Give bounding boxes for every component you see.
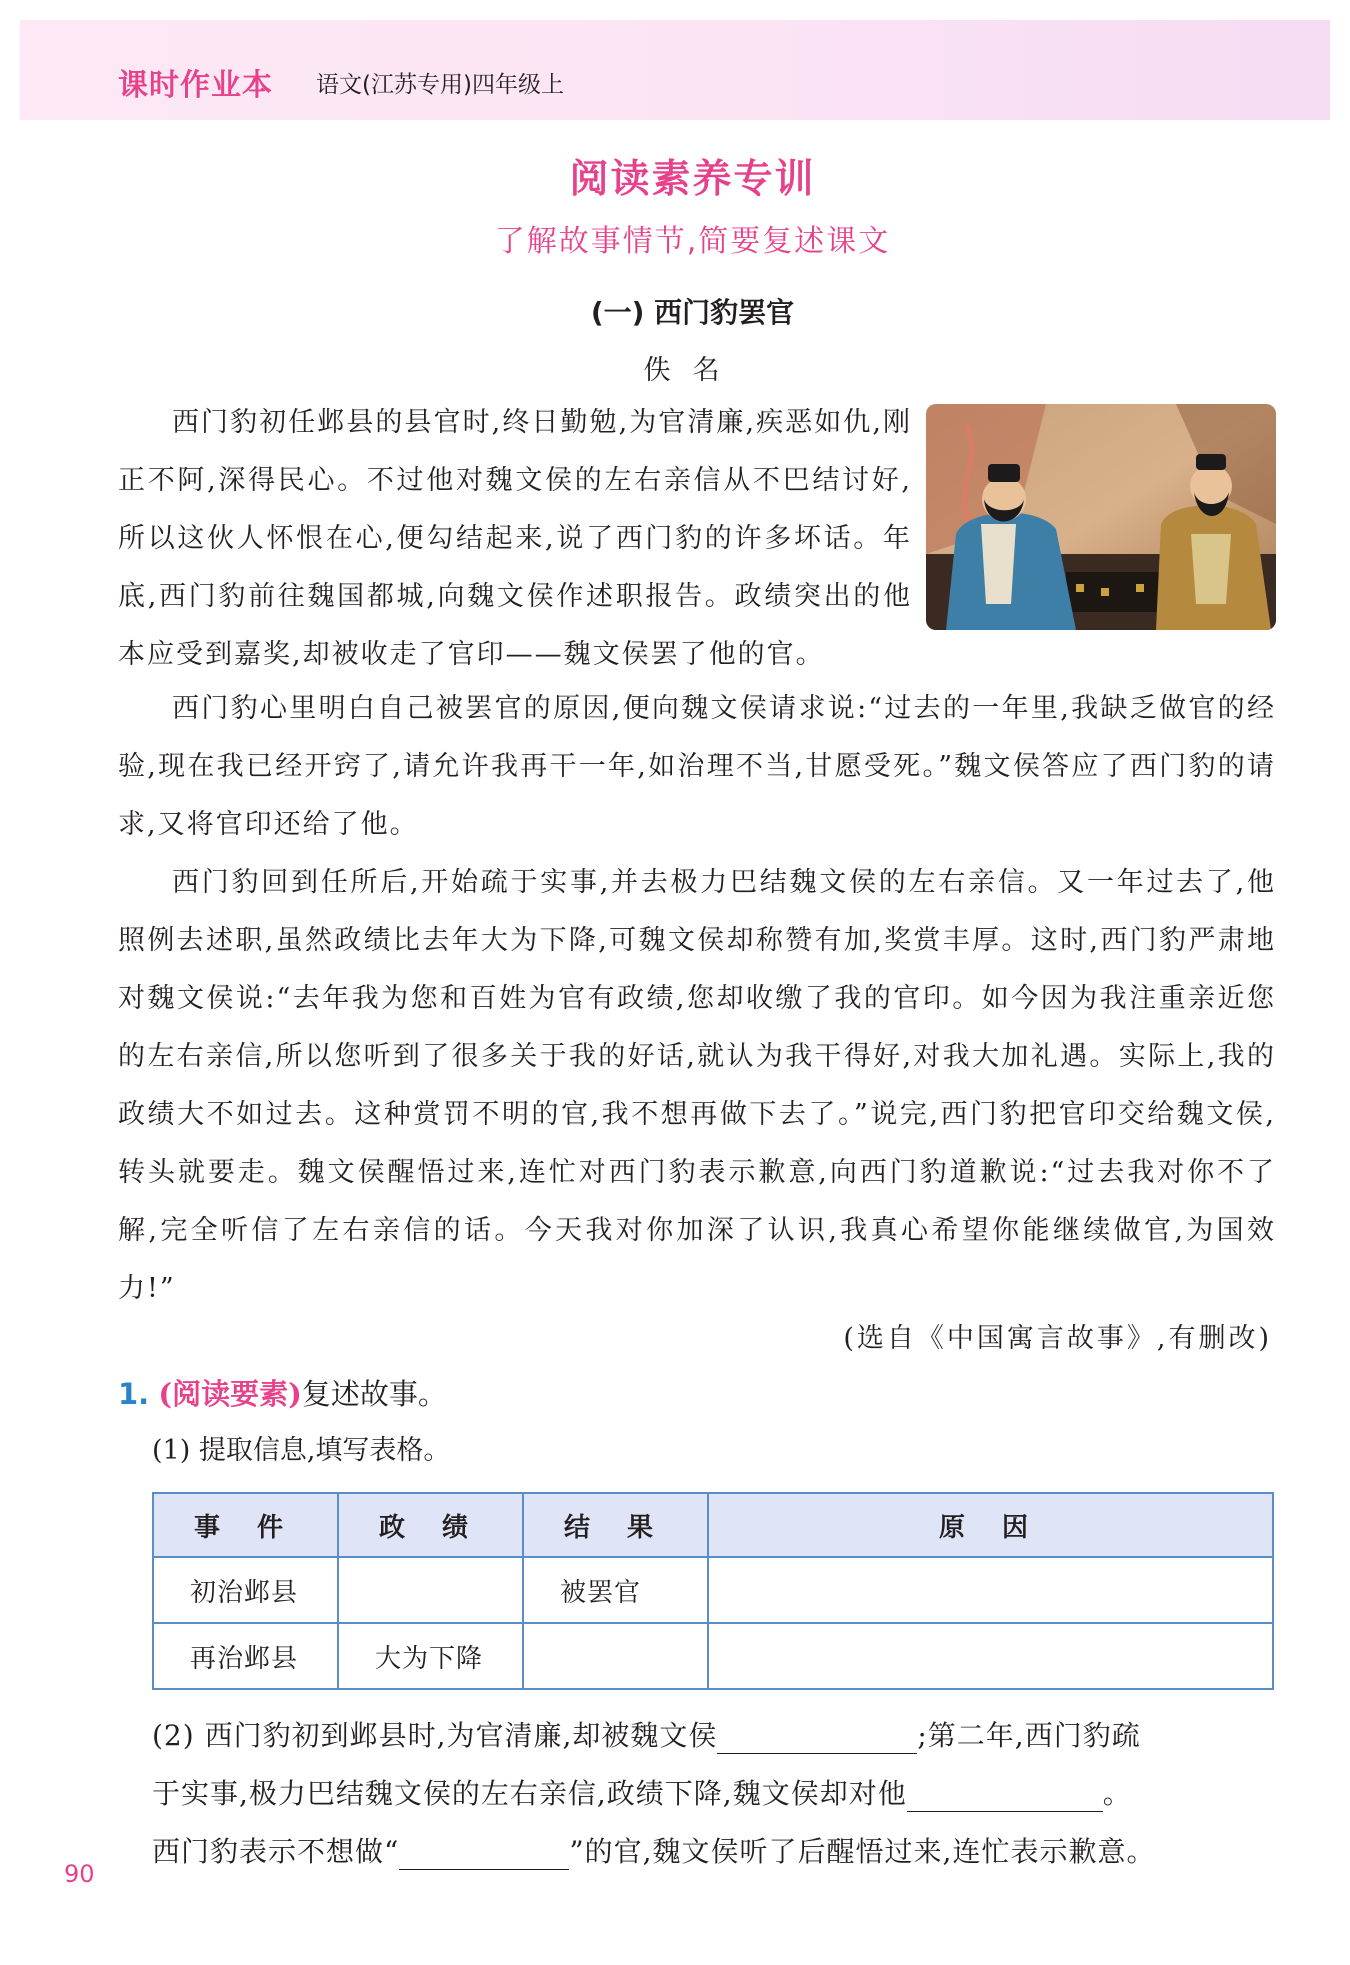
illustration — [926, 404, 1276, 636]
question-sub-2-line-1 — [152, 1714, 1141, 1754]
illustration-image — [926, 404, 1276, 630]
table-cell: 大为下降 — [338, 1623, 523, 1689]
table-cell: 再治邺县 — [153, 1623, 338, 1689]
answer-cell[interactable] — [708, 1557, 1273, 1623]
question-sub-2-line-3 — [152, 1830, 1155, 1870]
sub2-text: ”的官,魏文侯听了后醒悟过来,连忙表示歉意。 — [569, 1835, 1156, 1868]
page-number: 90 — [64, 1860, 95, 1888]
sub2-text: ;第二年,西门豹疏 — [917, 1719, 1141, 1752]
answer-blank-2[interactable] — [907, 1780, 1103, 1812]
answer-cell[interactable] — [523, 1623, 708, 1689]
answer-blank-3[interactable] — [399, 1838, 569, 1870]
passage-author: 佚名 — [643, 355, 742, 386]
sub2-text: 于实事,极力巴结魏文侯的左右亲信,政绩下降,魏文侯却对他 — [152, 1777, 907, 1810]
answer-cell[interactable] — [338, 1557, 523, 1623]
sub2-text: 西门豹表示不想做“ — [152, 1835, 400, 1868]
table-header: 事 件 — [153, 1493, 338, 1557]
brand-title: 课时作业本 — [118, 68, 273, 103]
question-sub-1: (1) 提取信息,填写表格。 — [152, 1435, 451, 1466]
table-row — [153, 1557, 1273, 1623]
answer-cell[interactable] — [708, 1623, 1273, 1689]
section-title: 阅读素养专训 — [569, 157, 816, 202]
question-text: 复述故事。 — [301, 1377, 447, 1411]
sub2-text: 。 — [1102, 1777, 1132, 1810]
question-sub-2-line-2 — [152, 1772, 1132, 1812]
answer-table — [152, 1492, 1274, 1690]
table-row — [153, 1623, 1273, 1689]
table-header-row — [153, 1493, 1273, 1557]
question-1 — [118, 1372, 447, 1413]
section-subtitle: 了解故事情节,简要复述课文 — [494, 224, 891, 259]
sub2-text: (2) 西门豹初到邺县时,为官清廉,却被魏文侯 — [152, 1719, 718, 1752]
passage-paragraph-3: 西门豹回到任所后,开始疏于实事,并去极力巴结魏文侯的左右亲信。又一年过去了,他照例去述职,虽然政绩比去年大为下降,可魏文侯却称赞有加,奖赏丰厚。这时,西门豹严肃地对魏文侯说:“去年我为您和百姓为官有政绩,您却收缴了我的官印。如今因为我注重亲近您的左右亲信,所以您听到了很多关于我的好话,就认为我干得好,对我大加礼遇。实际上,我的政绩大不如过去。这种赏罚不明的官,我不想再做下去了。”说完,西门豹把官印交给魏文侯,转头就要走。魏文侯醒悟过来,连忙对西门豹表示歉意,向西门豹道歉说:“过去我对你不了解,完全听信了左右亲信的话。今天我对你加深了认识,我真心希望你能继续做官,为国效力!” — [118, 867, 1276, 1304]
table-header: 政 绩 — [338, 1493, 523, 1557]
passage-paragraph-2: 西门豹心里明白自己被罢官的原因,便向魏文侯请求说:“过去的一年里,我缺乏做官的经验,现在我已经开窍了,请允许我再干一年,如治理不当,甘愿受死。”魏文侯答应了西门豹的请求,又将官印还给了他。 — [118, 693, 1276, 840]
book-title: 语文(江苏专用)四年级上 — [316, 72, 564, 98]
table-header: 原 因 — [708, 1493, 1273, 1557]
table-cell: 初治邺县 — [153, 1557, 338, 1623]
question-tag: (阅读要素) — [158, 1377, 302, 1411]
passage-title: (一) 西门豹罢官 — [590, 296, 795, 329]
answer-blank-1[interactable] — [717, 1722, 917, 1754]
question-number: 1. — [118, 1377, 150, 1411]
table-cell: 被罢官 — [523, 1557, 708, 1623]
passage-paragraph-1 — [118, 394, 1276, 684]
paragraph-text: 西门豹初任邺县的县官时,终日勤勉,为官清廉,疾恶如仇,刚正不阿,深得民心。不过他对魏文侯的左右亲信从不巴结讨好,所以这伙人怀恨在心,便勾结起来,说了西门豹的许多坏话。年底,西门豹前往魏国都城,向魏文侯作述职报告。政绩突出的他本应受到嘉奖,却被收走了官印——魏文侯罢了他的官。 — [118, 407, 912, 670]
table-header: 结 果 — [523, 1493, 708, 1557]
passage-source: (选自《中国寓言故事》,有删改) — [843, 1323, 1272, 1354]
